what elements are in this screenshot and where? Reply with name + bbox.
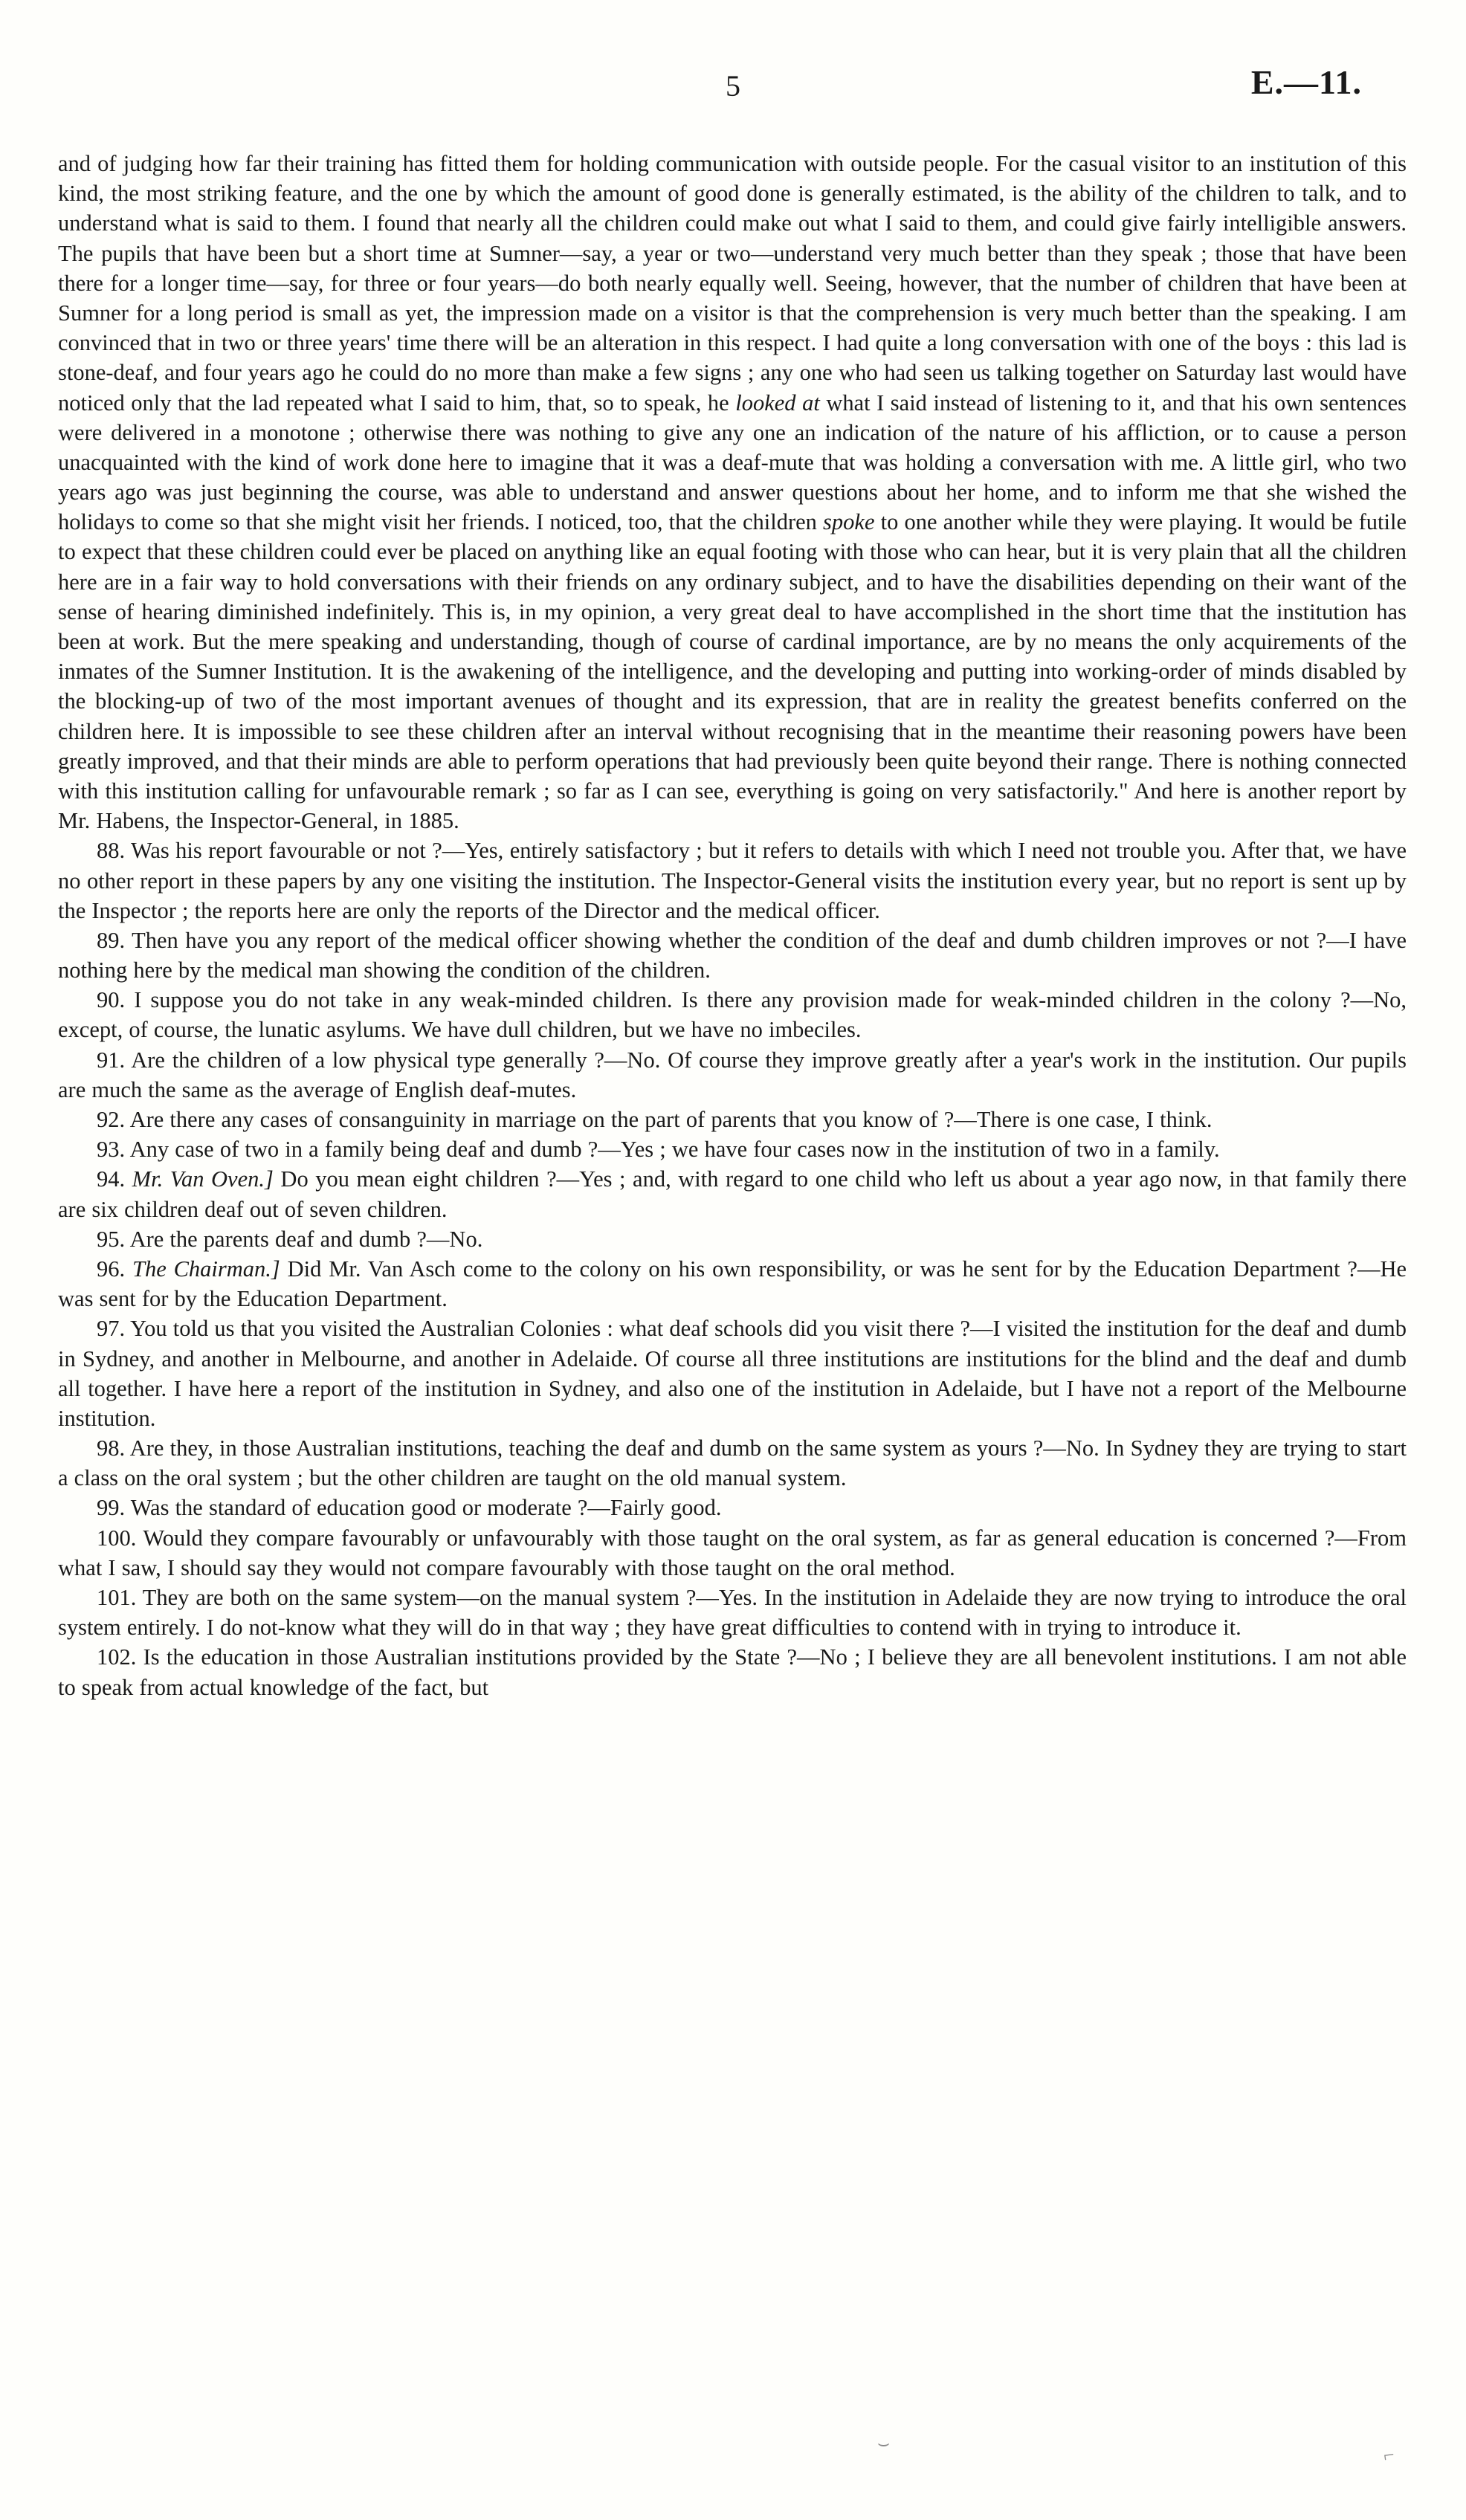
qa-item-90 — [58, 985, 1407, 1044]
qa-item-95 — [58, 1224, 1407, 1254]
qa-number: 94. — [97, 1166, 126, 1192]
qa-text: Are the parents deaf and dumb ?—No. — [129, 1226, 483, 1252]
qa-number: 95. — [97, 1226, 126, 1252]
cont-italic-spoke: spoke — [823, 509, 875, 535]
qa-number: 99. — [97, 1495, 126, 1521]
qa-number: 102. — [97, 1644, 137, 1670]
qa-number: 100. — [97, 1525, 137, 1551]
qa-number: 93. — [97, 1137, 126, 1163]
cont-part-b: what I said instead of listening to it, and that his own sentences were delivered in a monotone ; otherwise there was nothing to give any one an indication of the nature of his affliction, or to cause a person unacquainted with the kind of work done here to imagine that it was a deaf-mute that was holding a conversation with me. A little girl, who two years ago was just beginning the course, was able to understand and answer questions about her home, and to inform me that she wished the holidays to come so that she might visit her friends. I noticed, too, that the children — [58, 390, 1407, 535]
cont-italic-looked-at: looked at — [735, 390, 820, 416]
qa-text: They are both on the same system—on the manual system ?—Yes. In the institution in Adelaide they are now trying to introduce the oral system entirely. I do not-know what they will do in that way ; they have great difficulties to contend with in trying to introduce it. — [58, 1585, 1407, 1641]
qa-number: 101. — [97, 1585, 137, 1610]
document-number: E.—11. — [1250, 63, 1362, 101]
qa-item-92 — [58, 1105, 1407, 1134]
qa-text: You told us that you visited the Australian Colonies : what deaf schools did you visit there ?—I visited the institution for the deaf and dumb in Sydney, and another in Melbourne, and another in Adelaide. Of course all three institutions are institutions for the blind and the deaf and dumb all together. I have here a report of the institution in Sydney, and also one of the institution in Adelaide, but I have not a report of the Melbourne institution. — [58, 1316, 1407, 1431]
cont-part-c: to one another while they were playing. It would be futile to expect that these children could ever be placed on anything like an equal footing with those who can hear, but it is very plain that all the children here are in a fair way to hold conversations with their friends on any ordinary subject, and to have the disabilities depending on their want of the sense of hearing diminished indefinitely. This is, in my opinion, a very great deal to have accomplished in the short time that the institution has been at work. But the mere speaking and understanding, though of course of cardinal importance, are by no means the only acquirements of the inmates of the Sumner Institution. It is the awakening of the intelligence, and the developing and putting into working-order of minds disabled by the blocking-up of two of the most important avenues of thought and its expression, that are in reality the greatest benefits conferred on the children here. It is impossible to see these children after an interval without recognising that in the meantime their reasoning powers have been greatly improved, and that their minds are able to perform operations that had previously been quite beyond their range. There is nothing connected with this institution calling for unfavourable remark ; so far as I can see, everything is going on very satisfactorily." And here is another report by Mr. Habens, the Inspector-General, in 1885. — [58, 509, 1407, 834]
qa-number: 97. — [97, 1316, 126, 1342]
page-smudge-mark-right: ⌐ — [1382, 2443, 1396, 2466]
qa-text: Then have you any report of the medical officer showing whether the condition of the deaf and dumb children improves or not ?—I have nothing here by the medical man showing the condition of the children. — [58, 927, 1407, 983]
page-header — [0, 0, 1466, 126]
qa-text: Would they compare favourably or unfavourably with those taught on the oral system, as far as general education is concerned ?—From what I saw, I should say they would not compare favourably with those taught on the oral method. — [58, 1525, 1407, 1580]
qa-text: Are there any cases of consanguinity in marriage on the part of parents that you know of ?—There is one case, I think. — [129, 1107, 1212, 1132]
qa-item-101 — [58, 1583, 1407, 1642]
qa-text: Is the education in those Australian institutions provided by the State ?—No ; I believe they are all benevolent institutions. I am not able to speak from actual knowledge of the fact, but — [58, 1644, 1407, 1700]
qa-item-91 — [58, 1045, 1407, 1105]
qa-number: 90. — [97, 987, 126, 1013]
qa-item-96 — [58, 1254, 1407, 1314]
qa-text: Are they, in those Australian institutions, teaching the deaf and dumb on the same system as yours ?—No. In Sydney they are trying to start a class on the oral system ; but the other children are taught on the old manual system. — [58, 1435, 1407, 1491]
page-number: 5 — [726, 69, 740, 103]
qa-number: 91. — [97, 1047, 126, 1073]
qa-text: Was the standard of education good or moderate ?—Fairly good. — [130, 1495, 722, 1521]
qa-item-89 — [58, 925, 1407, 985]
qa-speaker: Mr. Van Oven.] — [132, 1166, 274, 1192]
page-smudge-mark-left: ⌣ — [877, 2432, 891, 2454]
qa-number: 96. — [97, 1256, 126, 1282]
qa-item-97 — [58, 1314, 1407, 1433]
qa-speaker: The Chairman.] — [132, 1256, 280, 1282]
qa-item-88 — [58, 836, 1407, 925]
qa-number: 92. — [97, 1107, 126, 1132]
qa-text: Was his report favourable or not ?—Yes, entirely satisfactory ; but it refers to details with which I need not trouble you. After that, we have no other report in these papers by any one visiting the institution. The Inspector-General visits the institution every year, but no report is sent up by the Inspector ; the reports here are only the reports of the Director and the medical officer. — [58, 838, 1407, 923]
cont-part-a: and of judging how far their training has fitted them for holding communication with outside people. For the casual visitor to an institution of this kind, the most striking feature, and the one by which the amount of good done is generally estimated, is the ability of the children to talk, and to understand what is said to them. I found that nearly all the children could make out what I said to them, and could give fairly intelligible answers. The pupils that have been but a short time at Sumner—say, a year or two—understand very much better than they speak ; those that have been there for a longer time—say, for three or four years—do both nearly equally well. Seeing, however, that the number of children that have been at Sumner for a long period is small as yet, the impression made on a visitor is that the comprehension is very much better than the speaking. I am convinced that in two or three years' time there will be an alteration in this respect. I had quite a long conversation with one of the boys : this lad is stone-deaf, and four years ago he could do no more than make a few signs ; any one who had seen us talking together on Saturday last would have noticed only that the lad repeated what I said to him, that, so to speak, he — [58, 151, 1407, 416]
qa-text: Are the children of a low physical type generally ?—No. Of course they improve greatly after a year's work in the institution. Our pupils are much the same as the average of English deaf-mutes. — [58, 1047, 1407, 1102]
qa-item-100 — [58, 1523, 1407, 1583]
qa-item-102 — [58, 1642, 1407, 1702]
qa-number: 88. — [97, 838, 126, 864]
qa-number: 98. — [97, 1435, 126, 1461]
paragraph-continuation — [58, 149, 1407, 836]
qa-item-94 — [58, 1164, 1407, 1224]
qa-text: I suppose you do not take in any weak-minded children. Is there any provision made for weak-minded children in the colony ?—No, except, of course, the lunatic asylums. We have dull children, but we have no imbeciles. — [58, 987, 1407, 1043]
qa-number: 89. — [97, 927, 126, 953]
qa-item-93 — [58, 1134, 1407, 1164]
qa-text: Do you mean eight children ?—Yes ; and, with regard to one child who left us about a year ago now, in that family there are six children deaf out of seven children. — [58, 1166, 1407, 1222]
qa-text: Any case of two in a family being deaf and dumb ?—Yes ; we have four cases now in the institution of two in a family. — [129, 1137, 1220, 1163]
qa-item-99 — [58, 1493, 1407, 1522]
qa-text: Did Mr. Van Asch come to the colony on his own responsibility, or was he sent for by the Education Department ?—He was sent for by the Education Department. — [58, 1256, 1407, 1312]
qa-item-98 — [58, 1433, 1407, 1493]
body-column — [58, 149, 1407, 1702]
